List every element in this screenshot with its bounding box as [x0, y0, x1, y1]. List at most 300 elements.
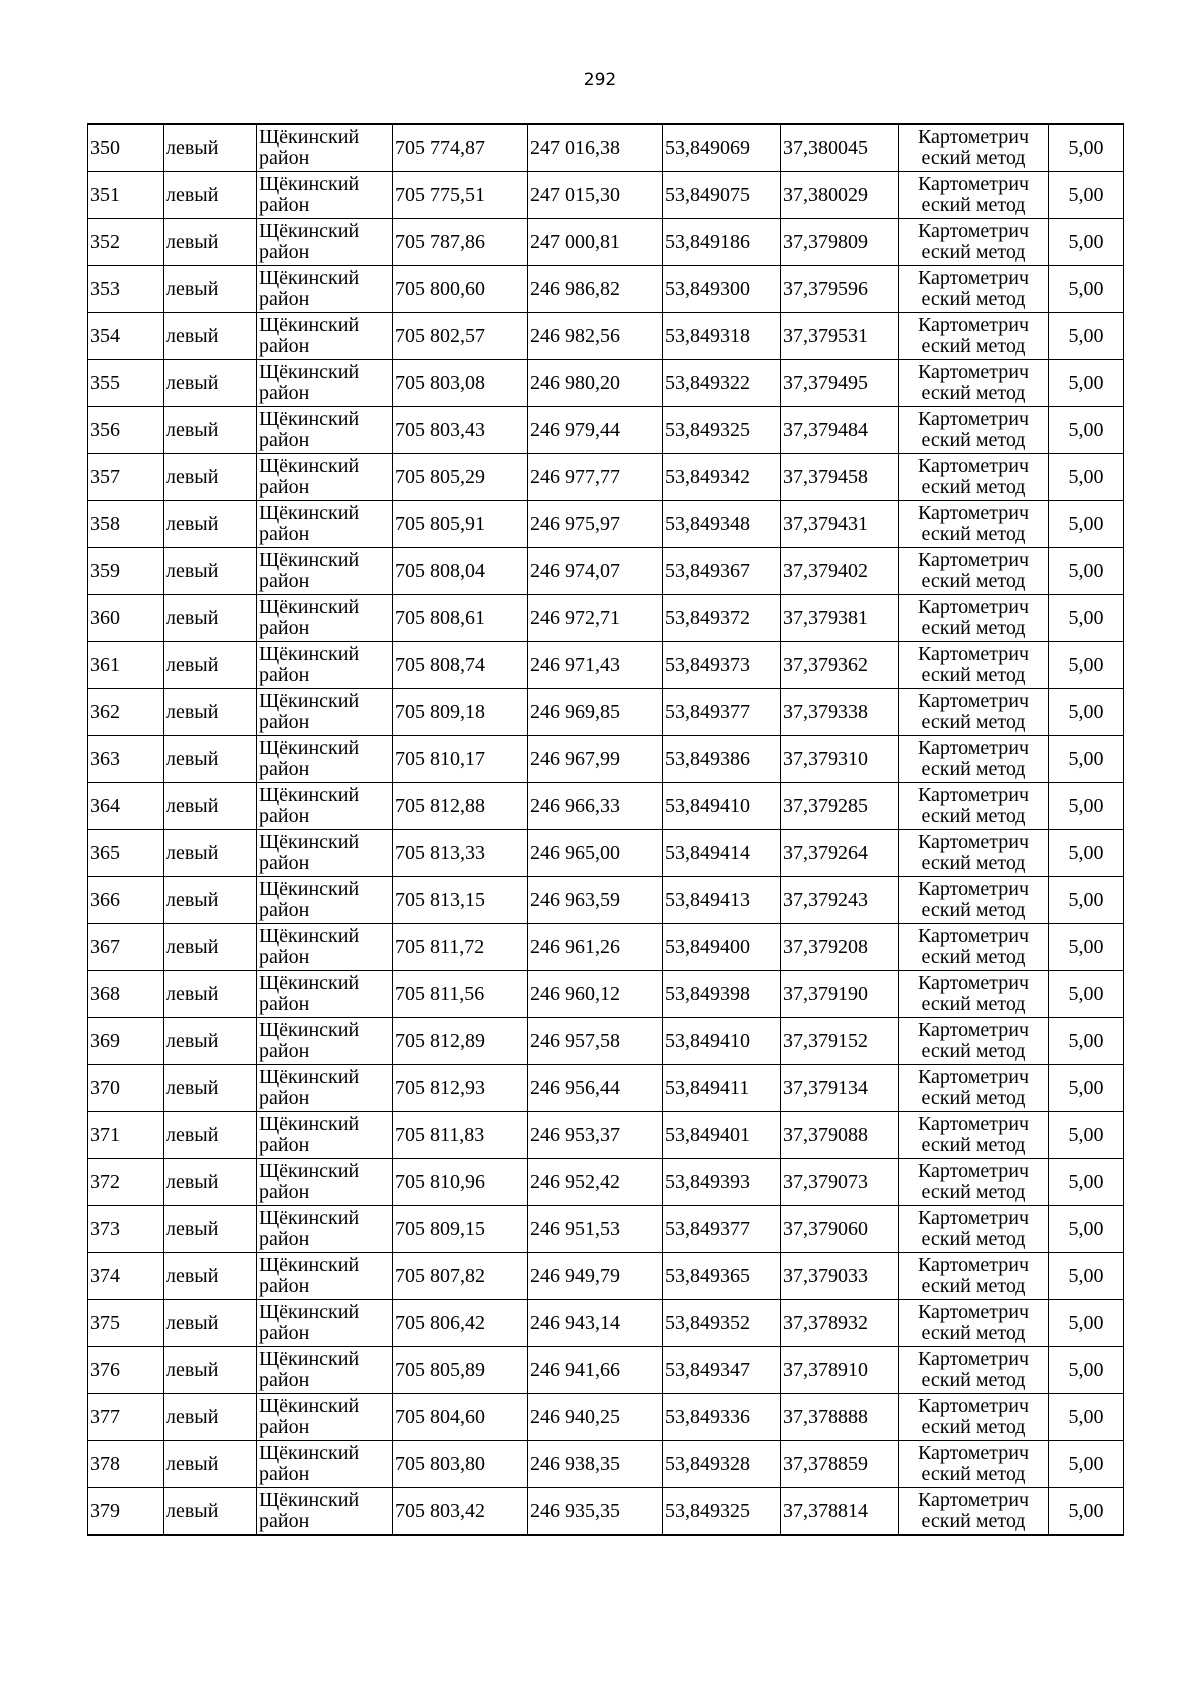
district-name-line2: район — [259, 570, 310, 592]
latitude-cell: 53,849336 — [663, 1394, 781, 1441]
district-name-line2: район — [259, 1040, 310, 1062]
coord-y-cell: 246 980,20 — [528, 360, 663, 407]
method-line1: Картометрич — [917, 972, 1030, 994]
accuracy-cell: 5,00 — [1049, 1394, 1124, 1441]
coord-x-cell: 705 806,42 — [393, 1300, 528, 1347]
accuracy-cell: 5,00 — [1049, 219, 1124, 266]
coord-x-cell: 705 803,08 — [393, 360, 528, 407]
accuracy-cell: 5,00 — [1049, 1300, 1124, 1347]
point-number-cell: 373 — [88, 1206, 164, 1253]
bank-side-cell: левый — [164, 313, 257, 360]
bank-side-cell: левый — [164, 783, 257, 830]
district-name-line2: район — [259, 899, 310, 921]
point-number-cell: 351 — [88, 172, 164, 219]
method-line1: Картометрич — [917, 1489, 1030, 1511]
district-name-line1: Щёкинский — [259, 1348, 360, 1370]
longitude-cell: 37,379381 — [781, 595, 899, 642]
method-cell — [899, 642, 1049, 689]
method-line2: еский метод — [921, 993, 1026, 1015]
coord-y-cell: 246 982,56 — [528, 313, 663, 360]
table-row — [88, 1394, 1124, 1441]
method-line1: Картометрич — [917, 1301, 1030, 1323]
coord-x-cell: 705 810,17 — [393, 736, 528, 783]
district-cell — [257, 1206, 393, 1253]
method-line2: еский метод — [921, 194, 1026, 216]
method-line1: Картометрич — [917, 643, 1030, 665]
method-cell — [899, 360, 1049, 407]
method-line1: Картометрич — [917, 690, 1030, 712]
method-line2: еский метод — [921, 241, 1026, 263]
table-row — [88, 689, 1124, 736]
coord-y-cell: 246 961,26 — [528, 924, 663, 971]
coord-y-cell: 246 938,35 — [528, 1441, 663, 1488]
coord-x-cell: 705 811,83 — [393, 1112, 528, 1159]
bank-side-cell: левый — [164, 501, 257, 548]
method-line2: еский метод — [921, 335, 1026, 357]
table-row — [88, 454, 1124, 501]
district-name-line1: Щёкинский — [259, 784, 360, 806]
longitude-cell: 37,379285 — [781, 783, 899, 830]
district-name-line2: район — [259, 1369, 310, 1391]
district-name-line1: Щёкинский — [259, 455, 360, 477]
point-number-cell: 375 — [88, 1300, 164, 1347]
district-name-line1: Щёкинский — [259, 314, 360, 336]
point-number-cell: 356 — [88, 407, 164, 454]
coord-x-cell: 705 805,89 — [393, 1347, 528, 1394]
longitude-cell: 37,379243 — [781, 877, 899, 924]
coord-y-cell: 246 977,77 — [528, 454, 663, 501]
table-row — [88, 924, 1124, 971]
method-line1: Картометрич — [917, 1348, 1030, 1370]
coord-y-cell: 246 953,37 — [528, 1112, 663, 1159]
bank-side-cell: левый — [164, 1065, 257, 1112]
method-line2: еский метод — [921, 1040, 1026, 1062]
table-row — [88, 1159, 1124, 1206]
longitude-cell: 37,378910 — [781, 1347, 899, 1394]
latitude-cell: 53,849069 — [663, 124, 781, 172]
longitude-cell: 37,379073 — [781, 1159, 899, 1206]
method-line1: Картометрич — [917, 1019, 1030, 1041]
district-name-line1: Щёкинский — [259, 1113, 360, 1135]
district-name-line1: Щёкинский — [259, 267, 360, 289]
method-line2: еский метод — [921, 758, 1026, 780]
coord-y-cell: 246 965,00 — [528, 830, 663, 877]
district-name-line2: район — [259, 805, 310, 827]
table-body — [88, 124, 1124, 1535]
district-cell — [257, 1488, 393, 1536]
method-line1: Картометрич — [917, 925, 1030, 947]
table-row — [88, 1065, 1124, 1112]
longitude-cell: 37,379134 — [781, 1065, 899, 1112]
point-number-cell: 367 — [88, 924, 164, 971]
bank-side-cell: левый — [164, 266, 257, 313]
bank-side-cell: левый — [164, 1206, 257, 1253]
latitude-cell: 53,849398 — [663, 971, 781, 1018]
method-cell — [899, 407, 1049, 454]
district-cell — [257, 1300, 393, 1347]
method-cell — [899, 830, 1049, 877]
bank-side-cell: левый — [164, 1253, 257, 1300]
method-cell — [899, 1441, 1049, 1488]
point-number-cell: 371 — [88, 1112, 164, 1159]
method-line2: еский метод — [921, 1416, 1026, 1438]
method-line2: еский метод — [921, 711, 1026, 733]
latitude-cell: 53,849186 — [663, 219, 781, 266]
latitude-cell: 53,849372 — [663, 595, 781, 642]
coord-y-cell: 246 957,58 — [528, 1018, 663, 1065]
method-line1: Картометрич — [917, 455, 1030, 477]
method-cell — [899, 266, 1049, 313]
method-line2: еский метод — [921, 1275, 1026, 1297]
method-cell — [899, 1347, 1049, 1394]
coord-y-cell: 246 941,66 — [528, 1347, 663, 1394]
point-number-cell: 366 — [88, 877, 164, 924]
point-number-cell: 369 — [88, 1018, 164, 1065]
latitude-cell: 53,849342 — [663, 454, 781, 501]
district-cell — [257, 1018, 393, 1065]
method-line2: еский метод — [921, 288, 1026, 310]
district-name-line1: Щёкинский — [259, 831, 360, 853]
bank-side-cell: левый — [164, 1018, 257, 1065]
method-cell — [899, 689, 1049, 736]
latitude-cell: 53,849325 — [663, 1488, 781, 1536]
bank-side-cell: левый — [164, 407, 257, 454]
point-number-cell: 352 — [88, 219, 164, 266]
district-name-line2: район — [259, 288, 310, 310]
longitude-cell: 37,379484 — [781, 407, 899, 454]
coord-y-cell: 247 000,81 — [528, 219, 663, 266]
district-cell — [257, 1347, 393, 1394]
district-name-line2: район — [259, 946, 310, 968]
method-line2: еский метод — [921, 147, 1026, 169]
longitude-cell: 37,378814 — [781, 1488, 899, 1536]
method-line1: Картометрич — [917, 173, 1030, 195]
district-name-line2: район — [259, 711, 310, 733]
coord-y-cell: 246 986,82 — [528, 266, 663, 313]
table-row — [88, 501, 1124, 548]
table-row — [88, 407, 1124, 454]
method-line2: еский метод — [921, 382, 1026, 404]
coord-x-cell: 705 809,18 — [393, 689, 528, 736]
coord-x-cell: 705 813,15 — [393, 877, 528, 924]
latitude-cell: 53,849413 — [663, 877, 781, 924]
district-name-line1: Щёкинский — [259, 1254, 360, 1276]
district-cell — [257, 360, 393, 407]
point-number-cell: 357 — [88, 454, 164, 501]
district-cell — [257, 407, 393, 454]
coord-y-cell: 246 979,44 — [528, 407, 663, 454]
district-name-line1: Щёкинский — [259, 549, 360, 571]
longitude-cell: 37,378859 — [781, 1441, 899, 1488]
point-number-cell: 353 — [88, 266, 164, 313]
accuracy-cell: 5,00 — [1049, 595, 1124, 642]
coord-x-cell: 705 811,56 — [393, 971, 528, 1018]
bank-side-cell: левый — [164, 1441, 257, 1488]
district-name-line2: район — [259, 1087, 310, 1109]
table-row — [88, 1112, 1124, 1159]
accuracy-cell: 5,00 — [1049, 172, 1124, 219]
district-cell — [257, 266, 393, 313]
district-cell — [257, 642, 393, 689]
coord-x-cell: 705 808,04 — [393, 548, 528, 595]
table-row — [88, 172, 1124, 219]
bank-side-cell: левый — [164, 1112, 257, 1159]
longitude-cell: 37,379208 — [781, 924, 899, 971]
coord-x-cell: 705 813,33 — [393, 830, 528, 877]
district-name-line1: Щёкинский — [259, 126, 360, 148]
district-name-line1: Щёкинский — [259, 220, 360, 242]
latitude-cell: 53,849352 — [663, 1300, 781, 1347]
district-name-line2: район — [259, 1181, 310, 1203]
district-name-line1: Щёкинский — [259, 502, 360, 524]
method-cell — [899, 783, 1049, 830]
district-name-line2: район — [259, 1322, 310, 1344]
coord-y-cell: 246 935,35 — [528, 1488, 663, 1536]
method-cell — [899, 1112, 1049, 1159]
longitude-cell: 37,379190 — [781, 971, 899, 1018]
method-line2: еский метод — [921, 1134, 1026, 1156]
method-line1: Картометрич — [917, 267, 1030, 289]
accuracy-cell: 5,00 — [1049, 642, 1124, 689]
district-cell — [257, 124, 393, 172]
latitude-cell: 53,849347 — [663, 1347, 781, 1394]
accuracy-cell: 5,00 — [1049, 1018, 1124, 1065]
point-number-cell: 372 — [88, 1159, 164, 1206]
method-line2: еский метод — [921, 1369, 1026, 1391]
district-cell — [257, 595, 393, 642]
method-line1: Картометрич — [917, 1066, 1030, 1088]
district-cell — [257, 548, 393, 595]
accuracy-cell: 5,00 — [1049, 736, 1124, 783]
longitude-cell: 37,379362 — [781, 642, 899, 689]
method-line1: Картометрич — [917, 1254, 1030, 1276]
district-cell — [257, 172, 393, 219]
district-name-line2: район — [259, 664, 310, 686]
longitude-cell: 37,379033 — [781, 1253, 899, 1300]
latitude-cell: 53,849367 — [663, 548, 781, 595]
longitude-cell: 37,379596 — [781, 266, 899, 313]
latitude-cell: 53,849365 — [663, 1253, 781, 1300]
method-cell — [899, 1206, 1049, 1253]
district-name-line2: район — [259, 1134, 310, 1156]
bank-side-cell: левый — [164, 971, 257, 1018]
method-line2: еский метод — [921, 1181, 1026, 1203]
district-name-line1: Щёкинский — [259, 690, 360, 712]
accuracy-cell: 5,00 — [1049, 689, 1124, 736]
latitude-cell: 53,849401 — [663, 1112, 781, 1159]
accuracy-cell: 5,00 — [1049, 360, 1124, 407]
coord-x-cell: 705 804,60 — [393, 1394, 528, 1441]
district-name-line2: район — [259, 335, 310, 357]
accuracy-cell: 5,00 — [1049, 501, 1124, 548]
bank-side-cell: левый — [164, 689, 257, 736]
table-row — [88, 1018, 1124, 1065]
district-name-line2: район — [259, 852, 310, 874]
district-cell — [257, 313, 393, 360]
method-cell — [899, 877, 1049, 924]
coord-x-cell: 705 775,51 — [393, 172, 528, 219]
longitude-cell: 37,379152 — [781, 1018, 899, 1065]
method-line2: еский метод — [921, 429, 1026, 451]
table-row — [88, 548, 1124, 595]
method-line1: Картометрич — [917, 314, 1030, 336]
method-cell — [899, 1065, 1049, 1112]
method-cell — [899, 595, 1049, 642]
district-name-line1: Щёкинский — [259, 878, 360, 900]
table-row — [88, 595, 1124, 642]
district-cell — [257, 1394, 393, 1441]
point-number-cell: 378 — [88, 1441, 164, 1488]
district-name-line1: Щёкинский — [259, 1301, 360, 1323]
district-cell — [257, 830, 393, 877]
bank-side-cell: левый — [164, 219, 257, 266]
latitude-cell: 53,849318 — [663, 313, 781, 360]
method-line2: еский метод — [921, 570, 1026, 592]
coord-x-cell: 705 800,60 — [393, 266, 528, 313]
coord-x-cell: 705 812,88 — [393, 783, 528, 830]
coord-x-cell: 705 805,91 — [393, 501, 528, 548]
table-row — [88, 266, 1124, 313]
district-cell — [257, 736, 393, 783]
method-line1: Картометрич — [917, 126, 1030, 148]
district-cell — [257, 1253, 393, 1300]
method-line2: еский метод — [921, 805, 1026, 827]
method-line2: еский метод — [921, 899, 1026, 921]
longitude-cell: 37,379088 — [781, 1112, 899, 1159]
method-cell — [899, 736, 1049, 783]
district-name-line2: район — [259, 1275, 310, 1297]
coord-y-cell: 246 963,59 — [528, 877, 663, 924]
table-row — [88, 1253, 1124, 1300]
district-name-line1: Щёкинский — [259, 1207, 360, 1229]
longitude-cell: 37,378888 — [781, 1394, 899, 1441]
bank-side-cell: левый — [164, 1394, 257, 1441]
accuracy-cell: 5,00 — [1049, 1112, 1124, 1159]
district-name-line2: район — [259, 523, 310, 545]
coord-y-cell: 246 969,85 — [528, 689, 663, 736]
accuracy-cell: 5,00 — [1049, 407, 1124, 454]
longitude-cell: 37,379431 — [781, 501, 899, 548]
district-name-line1: Щёкинский — [259, 972, 360, 994]
bank-side-cell: левый — [164, 360, 257, 407]
table-row — [88, 1300, 1124, 1347]
bank-side-cell: левый — [164, 1347, 257, 1394]
coord-y-cell: 246 956,44 — [528, 1065, 663, 1112]
method-line1: Картометрич — [917, 1160, 1030, 1182]
accuracy-cell: 5,00 — [1049, 1347, 1124, 1394]
method-line1: Картометрич — [917, 784, 1030, 806]
method-line2: еский метод — [921, 946, 1026, 968]
coord-y-cell: 246 975,97 — [528, 501, 663, 548]
coord-x-cell: 705 774,87 — [393, 124, 528, 172]
method-line1: Картометрич — [917, 220, 1030, 242]
coord-y-cell: 246 974,07 — [528, 548, 663, 595]
district-name-line1: Щёкинский — [259, 1395, 360, 1417]
accuracy-cell: 5,00 — [1049, 830, 1124, 877]
longitude-cell: 37,379338 — [781, 689, 899, 736]
coord-y-cell: 246 971,43 — [528, 642, 663, 689]
accuracy-cell: 5,00 — [1049, 313, 1124, 360]
accuracy-cell: 5,00 — [1049, 1488, 1124, 1536]
method-line2: еский метод — [921, 523, 1026, 545]
coord-x-cell: 705 812,93 — [393, 1065, 528, 1112]
coord-x-cell: 705 787,86 — [393, 219, 528, 266]
method-line1: Картометрич — [917, 361, 1030, 383]
district-name-line2: район — [259, 147, 310, 169]
district-name-line2: район — [259, 382, 310, 404]
coord-y-cell: 246 940,25 — [528, 1394, 663, 1441]
latitude-cell: 53,849377 — [663, 1206, 781, 1253]
coordinates-table — [87, 123, 1124, 1536]
coord-y-cell: 246 967,99 — [528, 736, 663, 783]
district-cell — [257, 877, 393, 924]
coord-x-cell: 705 810,96 — [393, 1159, 528, 1206]
method-cell — [899, 219, 1049, 266]
latitude-cell: 53,849348 — [663, 501, 781, 548]
accuracy-cell: 5,00 — [1049, 877, 1124, 924]
accuracy-cell: 5,00 — [1049, 1441, 1124, 1488]
accuracy-cell: 5,00 — [1049, 783, 1124, 830]
district-name-line2: район — [259, 241, 310, 263]
coord-x-cell: 705 802,57 — [393, 313, 528, 360]
bank-side-cell: левый — [164, 1488, 257, 1536]
table-row — [88, 877, 1124, 924]
latitude-cell: 53,849386 — [663, 736, 781, 783]
method-line2: еский метод — [921, 1087, 1026, 1109]
district-cell — [257, 1159, 393, 1206]
accuracy-cell: 5,00 — [1049, 266, 1124, 313]
point-number-cell: 350 — [88, 124, 164, 172]
accuracy-cell: 5,00 — [1049, 971, 1124, 1018]
bank-side-cell: левый — [164, 454, 257, 501]
coord-x-cell: 705 812,89 — [393, 1018, 528, 1065]
latitude-cell: 53,849328 — [663, 1441, 781, 1488]
district-name-line2: район — [259, 617, 310, 639]
district-cell — [257, 1112, 393, 1159]
table-row — [88, 736, 1124, 783]
method-line1: Картометрич — [917, 1442, 1030, 1464]
method-line1: Картометрич — [917, 596, 1030, 618]
latitude-cell: 53,849300 — [663, 266, 781, 313]
latitude-cell: 53,849075 — [663, 172, 781, 219]
longitude-cell: 37,378932 — [781, 1300, 899, 1347]
coord-y-cell: 246 966,33 — [528, 783, 663, 830]
method-line2: еский метод — [921, 664, 1026, 686]
bank-side-cell: левый — [164, 172, 257, 219]
method-line1: Картометрич — [917, 549, 1030, 571]
district-name-line2: район — [259, 758, 310, 780]
table-row — [88, 971, 1124, 1018]
method-line2: еский метод — [921, 617, 1026, 639]
coord-x-cell: 705 808,61 — [393, 595, 528, 642]
district-name-line2: район — [259, 1228, 310, 1250]
longitude-cell: 37,379531 — [781, 313, 899, 360]
latitude-cell: 53,849322 — [663, 360, 781, 407]
table-row — [88, 124, 1124, 172]
point-number-cell: 358 — [88, 501, 164, 548]
district-name-line1: Щёкинский — [259, 1442, 360, 1464]
method-cell — [899, 1018, 1049, 1065]
coord-y-cell: 246 951,53 — [528, 1206, 663, 1253]
method-cell — [899, 924, 1049, 971]
district-name-line2: район — [259, 429, 310, 451]
district-name-line1: Щёкинский — [259, 408, 360, 430]
table-row — [88, 313, 1124, 360]
district-name-line1: Щёкинский — [259, 1019, 360, 1041]
district-name-line2: район — [259, 1510, 310, 1532]
method-cell — [899, 313, 1049, 360]
coord-y-cell: 246 949,79 — [528, 1253, 663, 1300]
